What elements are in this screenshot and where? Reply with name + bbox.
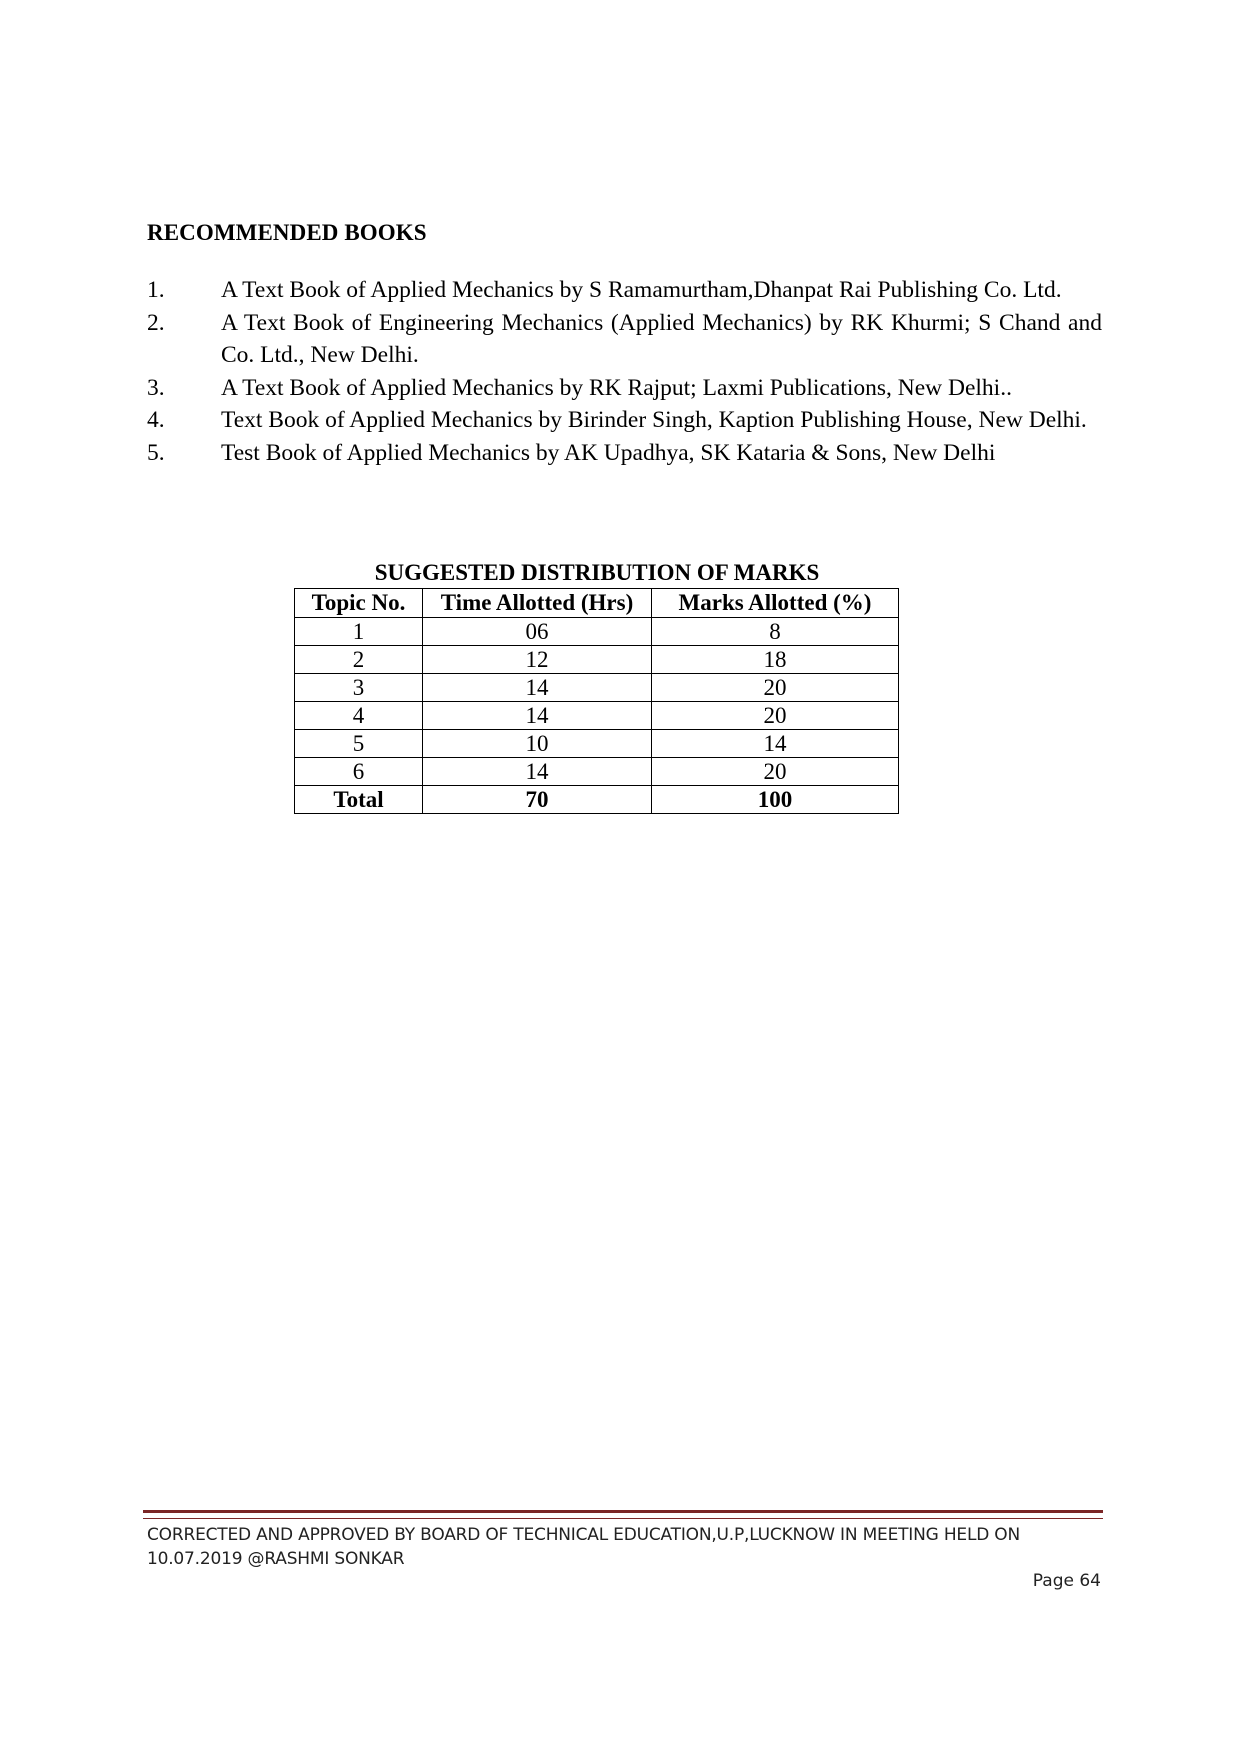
header-time-allotted: Time Allotted (Hrs) xyxy=(423,589,652,618)
page-number: Page 64 xyxy=(1032,1571,1101,1591)
cell-total-label: Total xyxy=(295,786,423,814)
book-item xyxy=(147,307,1102,372)
book-number: 3. xyxy=(147,374,165,401)
table-row xyxy=(295,730,899,758)
cell-topic-no: 1 xyxy=(295,618,423,646)
cell-topic-no: 6 xyxy=(295,758,423,786)
table-row xyxy=(295,674,899,702)
book-item xyxy=(147,274,1102,307)
book-text: A Text Book of Applied Mechanics by S Ramamurtham,Dhanpat Rai Publishing Co. Ltd. xyxy=(221,277,1062,303)
footer-divider xyxy=(143,1510,1103,1519)
cell-topic-no: 5 xyxy=(295,730,423,758)
cell-topic-no: 2 xyxy=(295,646,423,674)
cell-time-allotted: 10 xyxy=(423,730,652,758)
table-header-row xyxy=(295,589,899,618)
cell-time-allotted: 06 xyxy=(423,618,652,646)
cell-marks-allotted: 8 xyxy=(652,618,899,646)
book-item xyxy=(147,404,1102,437)
book-list xyxy=(147,274,1102,469)
cell-time-allotted: 14 xyxy=(423,758,652,786)
book-item xyxy=(147,372,1102,405)
book-text: A Text Book of Engineering Mechanics (Applied Mechanics) by RK Khurmi; S Chand and Co. Ltd., New Delhi. xyxy=(221,309,1102,368)
cell-total-marks: 100 xyxy=(652,786,899,814)
table-row xyxy=(295,758,899,786)
book-item xyxy=(147,437,1102,470)
book-text: Text Book of Applied Mechanics by Birinder Singh, Kaption Publishing House, New Delhi. xyxy=(221,407,1087,433)
footer-line-1: CORRECTED AND APPROVED BY BOARD OF TECHNICAL EDUCATION,U.P,LUCKNOW IN MEETING HELD ON xyxy=(147,1525,1021,1545)
cell-marks-allotted: 14 xyxy=(652,730,899,758)
cell-total-time: 70 xyxy=(423,786,652,814)
table-title: SUGGESTED DISTRIBUTION OF MARKS xyxy=(374,560,820,585)
table-row xyxy=(295,646,899,674)
cell-topic-no: 4 xyxy=(295,702,423,730)
cell-marks-allotted: 20 xyxy=(652,674,899,702)
table-row xyxy=(295,618,899,646)
header-topic-no: Topic No. xyxy=(295,589,423,618)
cell-marks-allotted: 18 xyxy=(652,646,899,674)
header-marks-allotted: Marks Allotted (%) xyxy=(652,589,899,618)
footer-approval-note xyxy=(147,1523,1107,1571)
table-row xyxy=(295,702,899,730)
book-number: 1. xyxy=(147,277,165,303)
book-number: 4. xyxy=(147,407,165,433)
section-heading: RECOMMENDED BOOKS xyxy=(147,220,427,245)
book-text: A Text Book of Applied Mechanics by RK Rajput; Laxmi Publications, New Delhi.. xyxy=(221,374,1012,401)
book-text: Test Book of Applied Mechanics by AK Upadhya, SK Kataria & Sons, New Delhi xyxy=(221,439,996,466)
cell-topic-no: 3 xyxy=(295,674,423,702)
cell-time-allotted: 12 xyxy=(423,646,652,674)
footer-line-2: 10.07.2019 @RASHMI SONKAR xyxy=(147,1549,405,1569)
table-total-row xyxy=(295,786,899,814)
cell-marks-allotted: 20 xyxy=(652,758,899,786)
book-number: 5. xyxy=(147,439,165,466)
cell-time-allotted: 14 xyxy=(423,702,652,730)
cell-time-allotted: 14 xyxy=(423,674,652,702)
book-number: 2. xyxy=(147,309,165,336)
cell-marks-allotted: 20 xyxy=(652,702,899,730)
marks-distribution-table xyxy=(294,588,899,814)
